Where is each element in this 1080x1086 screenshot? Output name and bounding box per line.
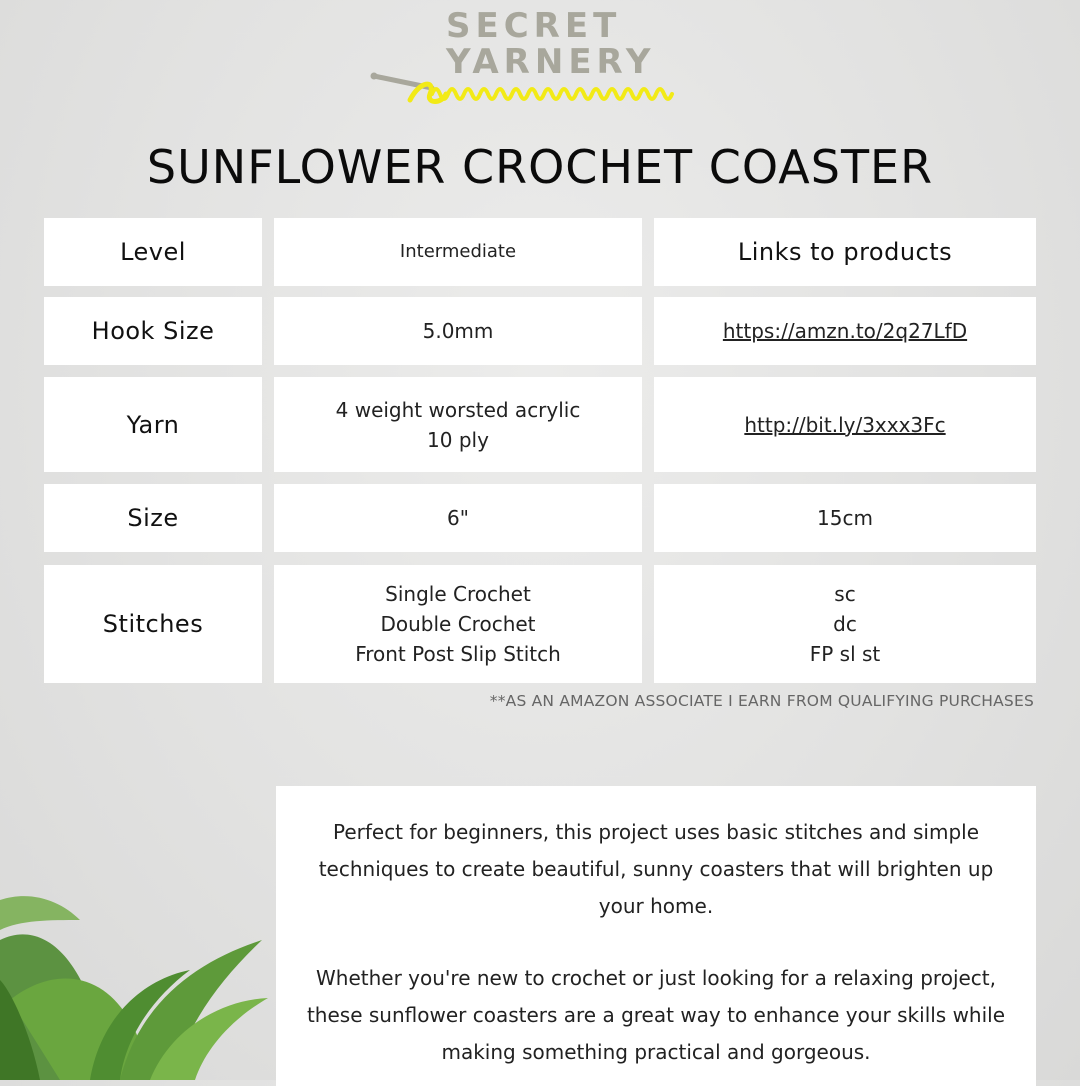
stitches-label: Stitches (102, 610, 204, 638)
brand-line-1: SECRET (446, 6, 622, 46)
size-value-inches: 6" (447, 506, 469, 530)
yarn-value-line-1: 4 weight worsted acrylic (335, 397, 581, 422)
row-size-extra-cell (654, 484, 1036, 552)
row-stitches-abbr-cell (654, 565, 1036, 683)
links-header-cell (654, 218, 1036, 286)
yarn-value-line-2: 10 ply (427, 427, 489, 452)
description-box (276, 786, 1036, 1086)
description-paragraph-2: Whether you're new to crochet or just looking for a relaxing project, these sunflower coasters are a great way to enhance your skills while making something practical and gorgeous. (306, 966, 1006, 1064)
row-size-label-cell (44, 484, 262, 552)
row-stitches-value-cell (274, 565, 642, 683)
brand-logo (370, 8, 680, 108)
level-value: Intermediate (399, 241, 517, 262)
brand-line-2: YARNERY (446, 42, 656, 82)
stitch-name-1: Single Crochet (385, 582, 531, 606)
crochet-hook-icon (370, 68, 680, 113)
size-value-cm: 15cm (817, 506, 873, 530)
plant-leaves-decoration (0, 880, 270, 1080)
stitch-abbr-3: FP sl st (809, 642, 881, 666)
row-yarn-label-cell (44, 377, 262, 472)
row-level-value-cell (274, 218, 642, 286)
row-yarn-value-cell (274, 377, 642, 472)
row-hook-link-cell (654, 297, 1036, 365)
page-title: SUNFLOWER CROCHET COASTER (146, 140, 934, 194)
hook-size-label: Hook Size (91, 317, 215, 345)
description-paragraph-1: Perfect for beginners, this project uses basic stitches and simple techniques to create beautiful, sunny coasters that will brighten up your home. (318, 820, 994, 918)
row-yarn-link-cell (654, 377, 1036, 472)
stitch-abbr-2: dc (833, 612, 857, 636)
size-label: Size (127, 504, 179, 532)
stitch-abbr-1: sc (834, 582, 856, 606)
stitch-name-2: Double Crochet (380, 612, 536, 636)
row-hook-value-cell (274, 297, 642, 365)
yarn-product-link[interactable]: http://bit.ly/3xxx3Fc (744, 412, 946, 437)
affiliate-disclaimer: **AS AN AMAZON ASSOCIATE I EARN FROM QUALIFYING PURCHASES (489, 692, 1034, 710)
links-header: Links to products (737, 238, 953, 266)
level-label: Level (120, 238, 186, 266)
row-stitches-label-cell (44, 565, 262, 683)
yarn-label: Yarn (126, 410, 180, 439)
row-size-value-cell (274, 484, 642, 552)
hook-size-value: 5.0mm (422, 319, 494, 343)
stitch-name-3: Front Post Slip Stitch (355, 642, 561, 666)
row-hook-label-cell (44, 297, 262, 365)
hook-product-link[interactable]: https://amzn.to/2q27LfD (722, 319, 968, 343)
row-level-label-cell (44, 218, 262, 286)
